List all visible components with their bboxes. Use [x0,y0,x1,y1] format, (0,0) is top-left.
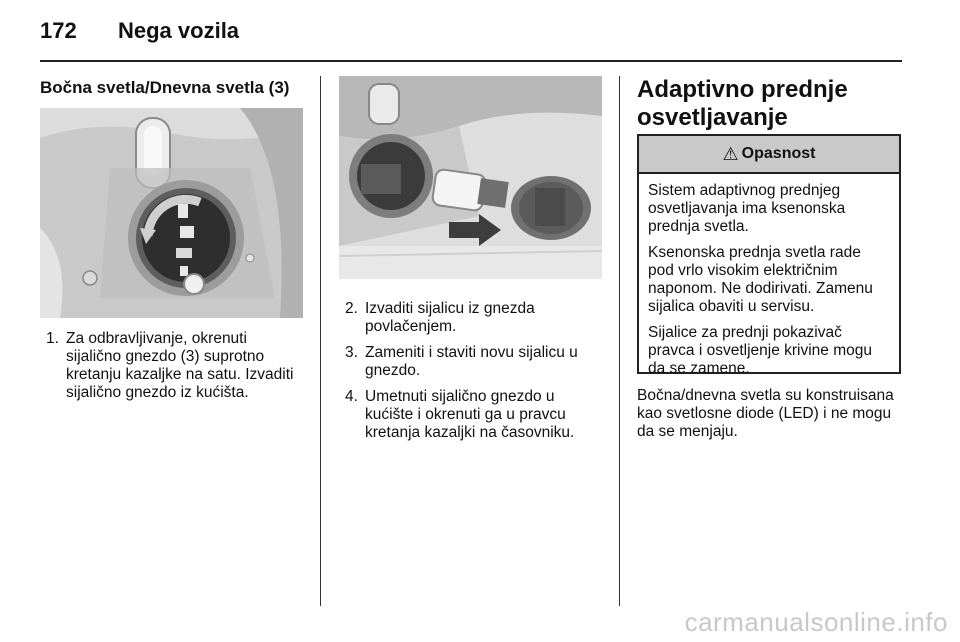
warning-icon: ⚠ [722,143,739,164]
step-number: 3. [345,344,358,361]
step-text: Zameniti i staviti novu sijalicu u gnezdo. [365,344,578,379]
column-divider-left [320,76,321,606]
bulb-socket-photo [40,108,303,318]
warning-box [637,134,901,377]
steps-list-middle [339,300,604,450]
list-item [339,344,604,380]
step-text: Umetnuti sijalično gnezdo u kućište i okrenuti ga u pravcu kretanja kazaljki na časovniku. [365,388,575,441]
step-number: 4. [345,388,358,405]
steps-list-left [40,330,305,410]
bulb-socket-illustration [40,108,303,318]
warning-title: Opasnost [741,145,816,162]
section-heading: Adaptivno prednje osvetljavanje [637,76,848,131]
section-title: Bočna svetla/Dnevna svetla (3) [40,78,290,97]
step-text: Za odbravljivanje, okrenuti sijalično gnezdo (3) suprotno kretanju kazaljke na satu. Izvaditi sijalično gnezdo iz kućišta. [66,330,294,401]
body-paragraph: Bočna/dnevna svetla su konstruisana kao svetlosne diode (LED) i ne mogu da se menjaju. [637,387,894,440]
list-item [339,300,604,336]
watermark: carmanualsonline.info [684,607,948,637]
bulb-removal-photo [339,76,602,279]
header-rule [40,60,902,62]
warning-body [639,174,899,378]
list-item [40,330,305,402]
step-text: Izvaditi sijalicu iz gnezda povlačenjem. [365,300,535,335]
chapter-title: Nega vozila [118,18,240,43]
warning-paragraph: Sijalice za prednji pokazivač pravca i osvetljenje krivine mogu da se zamene. [648,324,872,377]
step-number: 2. [345,300,358,317]
column-divider-right [619,76,620,606]
warning-paragraph: Sistem adaptivnog prednjeg osvetljavanja ima ksenonska prednja svetla. [648,182,846,235]
step-number: 1. [46,330,59,347]
bulb-removal-illustration [339,76,602,279]
list-item [339,388,604,442]
page-number: 172 [40,18,77,43]
warning-header [639,136,899,174]
warning-paragraph: Ksenonska prednja svetla rade pod vrlo visokim električnim naponom. Ne dodirivati. Zamenu sijalica obaviti u servisu. [648,244,873,315]
